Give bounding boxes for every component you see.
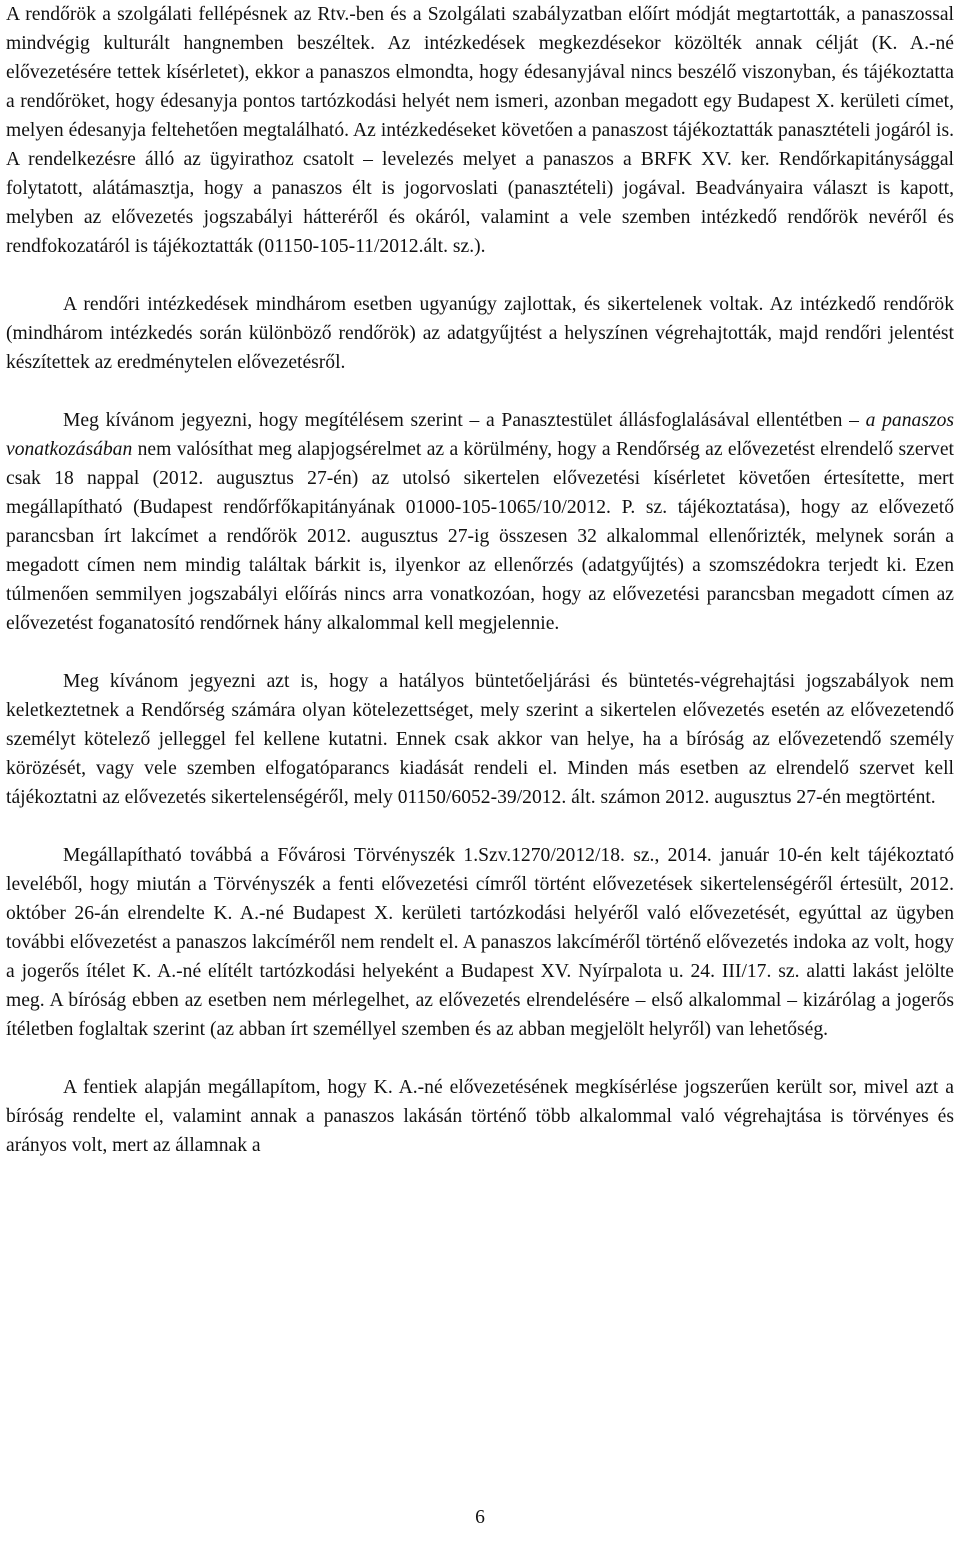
paragraph-3-text-before: Meg kívánom jegyezni, hogy megítélésem szerint – a Panasztestület állásfoglalásával ellentétben –	[63, 410, 866, 431]
page-number: 6	[475, 1507, 485, 1528]
paragraph-gap	[6, 812, 954, 841]
paragraph-3-italic-text: a panaszos vonatkozásában	[6, 410, 954, 460]
paragraph-6: A fentiek alapján megállapítom, hogy K. A.-né elővezetésének megkísérlése jogszerűen került sor, mivel azt a bíróság rendelte el, valamint annak a panaszos lakásán történő több alkalommal való végrehajtása is törvényes és arányos volt, mert az államnak a	[6, 1077, 954, 1156]
paragraph-5: Megállapítható továbbá a Fővárosi Törvényszék 1.Szv.1270/2012/18. sz., 2014. január 10-én kelt tájékoztató leveléből, hogy miután a Törvényszék a fenti elővezetési címről történt elővezetések sikertelenségéről értesült, 2012. október 26-án elrendelte K. A.-né Budapest X. kerületi tartózkodási helyéről való elővezetését, egyúttal az ügyben további elővezetést a panaszos lakcíméről nem rendelt el. A panaszos lakcíméről történő elővezetés indoka az volt, hogy a jogerős ítélet K. A.-né elítélt tartózkodási helyeként a Budapest XV. Nyírpalota u. 24. III/17. sz. alatti lakást jelölte meg. A bíróság ebben az esetben nem mérlegelhet, az elővezetés elrendelésére – első alkalommal – kizárólag a jogerős ítéletben foglaltak szerint (az abban írt személlyel szemben és az abban megjelölt helyről) van lehetőség.	[6, 845, 954, 1040]
paragraph-4: Meg kívánom jegyezni azt is, hogy a hatályos büntetőeljárási és büntetés-végrehajtási jogszabályok nem keletkeztetnek a Rendőrség számára olyan kötelezettséget, mely szerint a sikertelen elővezetés esetén az elővezetendő személyt kötelező jelleggel fel kellene kutatni. Ennek csak akkor van helye, ha a bíróság az elővezetendő személy körözését, vagy vele szemben elfogatóparancs kiadását rendeli el. Minden más esetben az elrendelő szervet kell tájékoztatni az elővezetés sikertelenségéről, mely 01150/6052-39/2012. ált. számon 2012. augusztus 27-én megtörtént.	[6, 671, 954, 808]
paragraph-gap	[6, 638, 954, 667]
paragraph-gap	[6, 377, 954, 406]
paragraph-gap	[6, 261, 954, 290]
paragraph-gap	[6, 1044, 954, 1073]
paragraph-2: A rendőri intézkedések mindhárom esetben ugyanúgy zajlottak, és sikertelenek voltak. Az intézkedő rendőrök (mindhárom intézkedés során különböző rendőrök) az adatgyűjtést a helyszínen végrehajtották, majd rendőri jelentést készítettek az eredménytelen elővezetésről.	[6, 294, 954, 373]
paragraph-3	[6, 406, 954, 638]
document-page	[6, 0, 954, 1160]
paragraph-1: A rendőrök a szolgálati fellépésnek az Rtv.-ben és a Szolgálati szabályzatban előírt módját megtartották, a panaszossal mindvégig kulturált hangnemben beszéltek. Az intézkedések megkezdésekor közölték annak célját (K. A.-né elővezetésére tettek kísérletet), ekkor a panaszos elmondta, hogy édesanyjával nincs beszélő viszonyban, és tájékoztatta a rendőröket, hogy édesanyja pontos tartózkodási helyét nem ismeri, azonban megadott egy Budapest X. kerületi címet, melyen édesanyja feltehetően megtalálható. Az intézkedéseket követően a panaszost tájékoztatták panasztételi jogáról is. A rendelkezésre álló az ügyirathoz csatolt – levelezés melyet a panaszos a BRFK XV. ker. Rendőrkapitánysággal folytatott, alátámasztja, hogy a panaszos élt is jogorvoslati (panasztételi) jogával. Beadványaira választ is kapott, melyben az elővezetés jogszabályi hátteréről és okáról, valamint a vele szemben intézkedő rendőrök nevéről és rendfokozatáról is tájékoztatták (01150-105-11/2012.ált. sz.).	[6, 4, 954, 257]
paragraph-3-text-after: nem valósíthat meg alapjogsérelmet az a körülmény, hogy a Rendőrség az elővezetést elrendelő szervet csak 18 nappal (2012. augusztus 27-én) az utolsó sikertelen elővezetési kísérletet követően értesítette, mert megállapítható (Budapest rendőrfőkapitányának 01000-105-1065/10/2012. P. sz. tájékoztatása), hogy az elővezető parancsban írt lakcímet a rendőrök 2012. augusztus 27-ig összesen 32 alkalommal ellenőrizték, melynek során a megadott címen nem mindig találtak bárkit is, ilyenkor az ellenőrzés (adatgyűjtés) a szomszédokra terjedt ki. Ezen túlmenően semmilyen jogszabályi előírás nincs arra vonatkozóan, hogy az elővezetési parancsban megadott címen az elővezetést foganatosító rendőrnek hány alkalommal kell megjelennie.	[6, 439, 954, 634]
